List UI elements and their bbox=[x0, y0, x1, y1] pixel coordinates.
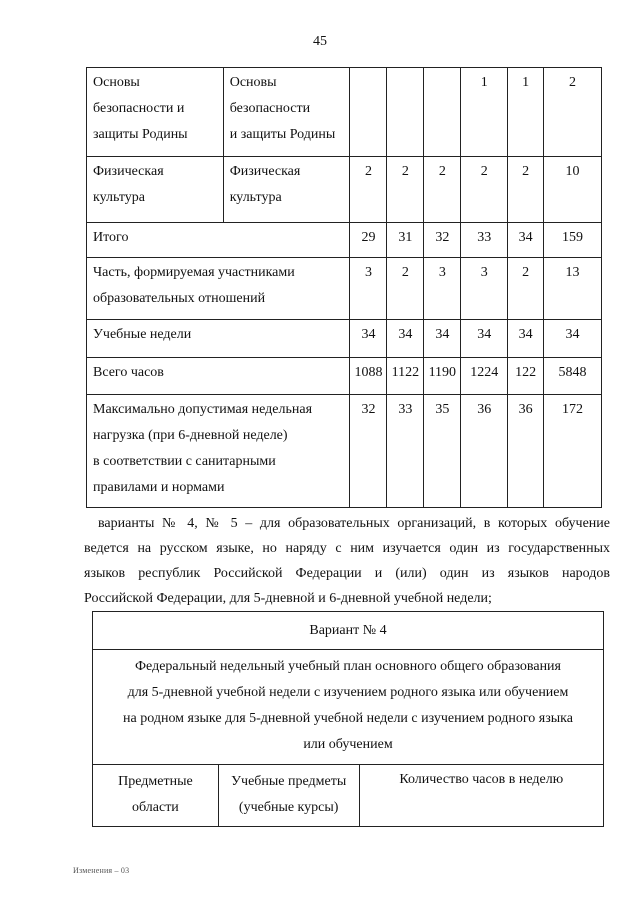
plan-title bbox=[93, 650, 604, 765]
hours-cell: 32 bbox=[424, 223, 461, 258]
hours-cell bbox=[424, 68, 461, 157]
hours-cell: 34 bbox=[461, 320, 508, 358]
total-cell: 159 bbox=[544, 223, 602, 258]
cell-line: Максимально допустимая недельная bbox=[93, 402, 313, 417]
cell-line: области bbox=[132, 800, 179, 815]
hours-cell: 1224 bbox=[461, 358, 508, 395]
table-row bbox=[87, 68, 602, 157]
cell-line: Учебные предметы bbox=[231, 774, 347, 789]
row-label: Учебные недели bbox=[87, 320, 350, 358]
hours-cell: 1122 bbox=[387, 358, 424, 395]
hours-cell: 34 bbox=[508, 223, 544, 258]
row-label bbox=[87, 258, 350, 320]
hours-cell: 2 bbox=[350, 157, 387, 223]
hours-cell: 33 bbox=[461, 223, 508, 258]
paragraph-line: ведется на русском языке, но наряду с ним изучается один из государственных bbox=[84, 541, 610, 556]
hours-cell: 1 bbox=[508, 68, 544, 157]
hours-cell: 29 bbox=[350, 223, 387, 258]
cell-line: Основы bbox=[229, 75, 277, 90]
total-cell: 13 bbox=[544, 258, 602, 320]
cell-line: Физическая bbox=[229, 164, 301, 179]
hours-cell: 2 bbox=[461, 157, 508, 223]
table-row bbox=[87, 320, 602, 358]
subject-areas-header bbox=[93, 765, 219, 827]
curriculum-table-continued bbox=[86, 67, 602, 508]
hours-cell: 2 bbox=[508, 258, 544, 320]
cell-line: или обучением bbox=[303, 737, 393, 752]
hours-cell: 34 bbox=[508, 320, 544, 358]
hours-cell: 31 bbox=[387, 223, 424, 258]
table-row bbox=[87, 223, 602, 258]
table-row bbox=[87, 157, 602, 223]
hours-cell: 36 bbox=[461, 395, 508, 508]
cell-line: в соответствии с санитарными bbox=[93, 454, 276, 469]
table-row bbox=[87, 358, 602, 395]
hours-cell bbox=[350, 68, 387, 157]
hours-cell: 2 bbox=[424, 157, 461, 223]
cell-line: для 5-дневной учебной недели с изучением родного языка или обучением bbox=[127, 685, 569, 700]
cell-line: защиты Родины bbox=[93, 127, 188, 142]
cell-line: нагрузка (при 6-дневной неделе) bbox=[93, 428, 288, 443]
cell-line: Предметные bbox=[118, 774, 193, 789]
variants-paragraph bbox=[84, 511, 610, 611]
subject-area-cell bbox=[87, 157, 224, 223]
subject-cell bbox=[223, 68, 350, 157]
cell-line: образовательных отношений bbox=[93, 291, 266, 306]
total-cell: 34 bbox=[544, 320, 602, 358]
hours-per-week-header: Количество часов в неделю bbox=[359, 765, 603, 827]
subject-cell bbox=[223, 157, 350, 223]
hours-cell: 3 bbox=[461, 258, 508, 320]
cell-line: правилами и нормами bbox=[93, 480, 225, 495]
row-label: Итого bbox=[87, 223, 350, 258]
footer-note: Изменения – 03 bbox=[73, 866, 130, 875]
hours-cell: 2 bbox=[387, 258, 424, 320]
cell-line: безопасности bbox=[229, 101, 311, 116]
hours-cell: 122 bbox=[508, 358, 544, 395]
paragraph-line: языков республик Российской Федерации и (или) один из языков народов bbox=[84, 566, 610, 581]
hours-cell: 3 bbox=[350, 258, 387, 320]
hours-cell: 1 bbox=[461, 68, 508, 157]
hours-cell: 35 bbox=[424, 395, 461, 508]
total-cell: 172 bbox=[544, 395, 602, 508]
table-row bbox=[87, 395, 602, 508]
total-cell: 2 bbox=[544, 68, 602, 157]
page-number: 45 bbox=[313, 34, 327, 49]
paragraph-line: варианты № 4, № 5 – для образовательных организаций, в которых обучение bbox=[98, 516, 610, 531]
cell-line: культура bbox=[93, 190, 145, 205]
total-cell: 5848 bbox=[544, 358, 602, 395]
hours-cell: 34 bbox=[424, 320, 461, 358]
table-row bbox=[93, 650, 604, 765]
table-row bbox=[87, 258, 602, 320]
hours-cell: 32 bbox=[350, 395, 387, 508]
hours-cell: 34 bbox=[350, 320, 387, 358]
subjects-header bbox=[218, 765, 359, 827]
hours-cell: 34 bbox=[387, 320, 424, 358]
hours-cell: 33 bbox=[387, 395, 424, 508]
cell-line: культура bbox=[229, 190, 282, 205]
paragraph-line: Российской Федерации, для 5-дневной и 6-дневной учебной недели; bbox=[84, 591, 492, 606]
hours-cell: 1088 bbox=[350, 358, 387, 395]
hours-cell: 2 bbox=[508, 157, 544, 223]
cell-line: Физическая bbox=[93, 164, 164, 179]
cell-line: (учебные курсы) bbox=[238, 800, 339, 815]
row-label: Всего часов bbox=[87, 358, 350, 395]
hours-cell: 36 bbox=[508, 395, 544, 508]
cell-line: безопасности и bbox=[93, 101, 185, 116]
total-cell: 10 bbox=[544, 157, 602, 223]
variant-4-table bbox=[92, 611, 604, 827]
cell-line: Федеральный недельный учебный план основного общего образования bbox=[134, 659, 561, 674]
row-label bbox=[87, 395, 350, 508]
cell-line: Часть, формируемая участниками bbox=[93, 265, 295, 280]
hours-cell: 1190 bbox=[424, 358, 461, 395]
cell-line: Основы bbox=[93, 75, 140, 90]
hours-cell bbox=[387, 68, 424, 157]
subject-area-cell bbox=[87, 68, 224, 157]
table-row bbox=[93, 765, 604, 827]
variant-title: Вариант № 4 bbox=[93, 612, 604, 650]
hours-cell: 2 bbox=[387, 157, 424, 223]
hours-cell: 3 bbox=[424, 258, 461, 320]
cell-line: и защиты Родины bbox=[229, 127, 336, 142]
cell-line: на родном языке для 5-дневной учебной недели с изучением родного языка bbox=[123, 711, 573, 726]
table-row bbox=[93, 612, 604, 650]
